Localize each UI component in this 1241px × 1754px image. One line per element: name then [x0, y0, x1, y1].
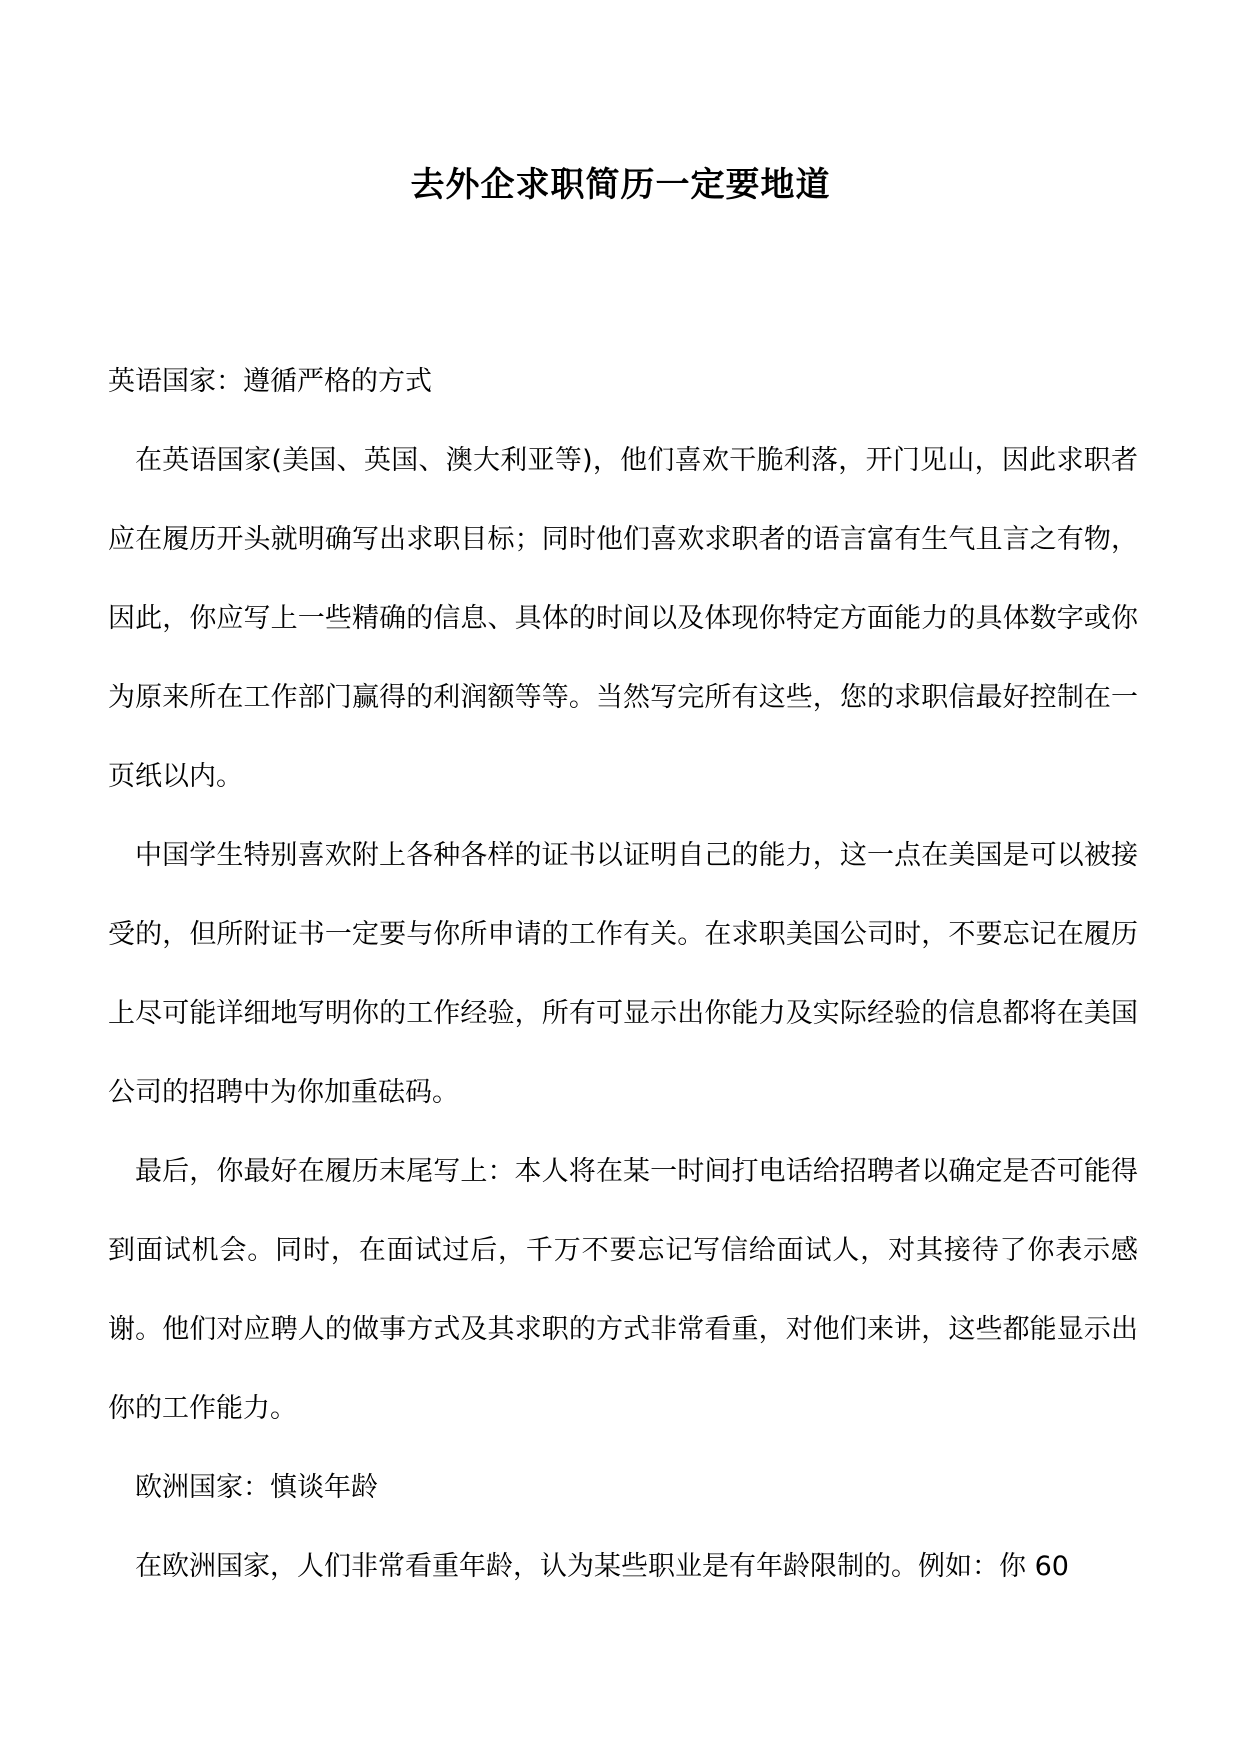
document-body	[108, 342, 1138, 1606]
paragraph-4: 在欧洲国家，人们非常看重年龄，认为某些职业是有年龄限制的。例如：你 60	[135, 1551, 1069, 1582]
document-title: 去外企求职简历一定要地道	[410, 165, 831, 205]
paragraph-3: 最后，你最好在履历末尾写上：本人将在某一时间打电话给招聘者以确定是否可能得到面试机会。同时，在面试过后，千万不要忘记写信给面试人，对其接待了你表示感谢。他们对应聘人的做事方式及其求职的方式非常看重，对他们来讲，这些都能显示出你的工作能力。	[108, 1156, 1138, 1424]
section-heading-english-countries: 英语国家：遵循严格的方式	[108, 366, 432, 397]
paragraph-1: 在英语国家(美国、英国、澳大利亚等)，他们喜欢干脆利落，开门见山，因此求职者应在履历开头就明确写出求职目标；同时他们喜欢求职者的语言富有生气且言之有物，因此，你应写上一些精确的信息、具体的时间以及体现你特定方面能力的具体数字或你为原来所在工作部门赢得的利润额等等。当然写完所有这些，您的求职信最好控制在一页纸以内。	[108, 445, 1138, 792]
paragraph-2: 中国学生特别喜欢附上各种各样的证书以证明自己的能力，这一点在美国是可以被接受的，但所附证书一定要与你所申请的工作有关。在求职美国公司时，不要忘记在履历上尽可能详细地写明你的工作经验，所有可显示出你能力及实际经验的信息都将在美国公司的招聘中为你加重砝码。	[108, 840, 1138, 1108]
section-heading-european-countries: 欧洲国家：慎谈年龄	[135, 1472, 378, 1503]
